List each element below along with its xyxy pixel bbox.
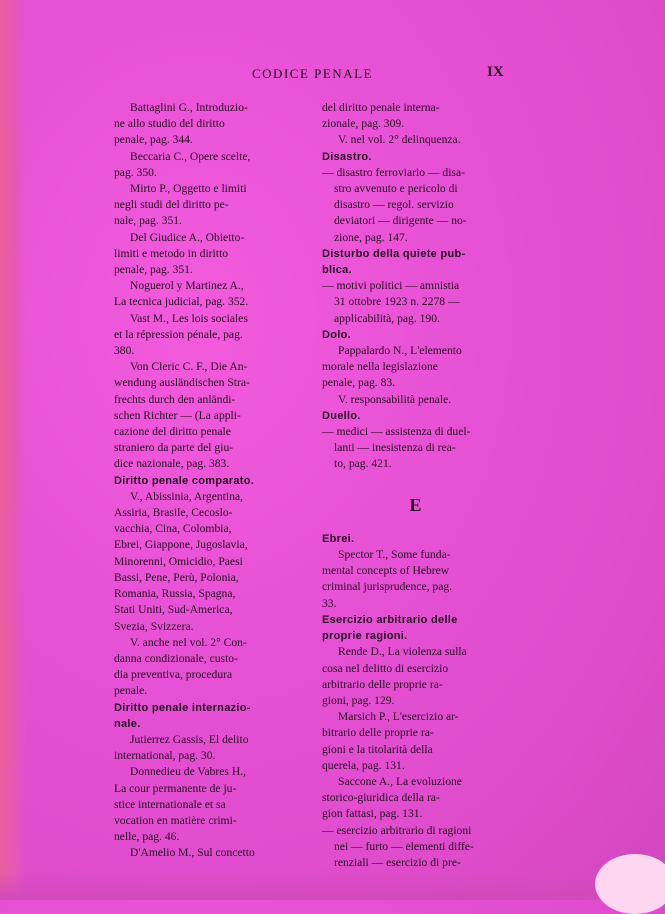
entry-line: Von Cleric C. F., Die An- — [130, 360, 248, 374]
index-entry — [322, 424, 510, 473]
entry-line: stice internationale et sa — [114, 797, 226, 811]
entry-line: Noguerol y Martinez A., — [130, 279, 244, 293]
entry-line: renziali — esercizio di pre- — [334, 855, 461, 869]
index-heading — [322, 408, 510, 424]
entry-line: Diritto penale comparato. — [114, 474, 255, 487]
entry-line: arbitrario delle proprie ra- — [322, 677, 443, 691]
index-entry — [114, 181, 302, 230]
entry-line: frechts durch den anländi- — [114, 392, 236, 406]
page-corner-stain — [595, 854, 665, 914]
entry-line: Svezia, Svizzera. — [114, 619, 194, 633]
index-entry — [114, 230, 302, 279]
entry-line: criminal jurisprudence, pag. — [322, 580, 453, 594]
entry-line: del diritto penale interna- — [322, 101, 440, 114]
entry-line: mental concepts of Hebrew — [322, 564, 450, 578]
index-entry — [114, 100, 302, 149]
entry-line: Diritto penale internazio- — [114, 701, 251, 714]
entry-line: Esercizio arbitrario delle — [322, 613, 458, 626]
entry-line: nale. — [114, 717, 141, 730]
entry-line: deviatori — dirigente — no- — [334, 214, 467, 228]
index-entry — [322, 823, 510, 872]
entry-line: ne allo studio del diritto — [114, 117, 225, 131]
index-entry — [322, 100, 510, 132]
entry-line: 380. — [114, 344, 135, 358]
entry-line: storico-giuridica della ra- — [322, 791, 440, 805]
entry-line: morale nella legislazione — [322, 360, 438, 374]
entry-line: blica. — [322, 264, 352, 277]
page-number: IX — [487, 64, 504, 80]
entry-line: stro avvenuto e pericolo di — [334, 182, 458, 196]
entry-line: querela, pag. 131. — [322, 758, 405, 772]
index-entry — [322, 132, 510, 148]
index-entry — [114, 635, 302, 700]
entry-line: nelle, pag. 46. — [114, 830, 180, 844]
index-heading — [322, 612, 510, 644]
entry-line: Romania, Russia, Spagna, — [114, 587, 236, 601]
entry-line: La cour permanente de ju- — [114, 781, 237, 795]
entry-line: et la répression pénale, pag. — [114, 327, 243, 341]
running-header: CODICE PENALE — [252, 66, 373, 81]
index-entry — [322, 278, 510, 327]
entry-line: — disastro ferroviario — disa- — [322, 165, 465, 179]
index-entry — [114, 311, 302, 360]
entry-line: bitrario delle proprie ra- — [322, 726, 434, 740]
entry-line: gion fattasi, pag. 131. — [322, 807, 423, 821]
entry-line: Saccone A., La evoluzione — [338, 774, 462, 788]
index-entry — [322, 774, 510, 823]
entry-line: lanti — inesistenza di rea- — [334, 441, 456, 455]
right-column-e-entries — [322, 531, 510, 871]
entry-line: vacchia, Cina, Colombia, — [114, 522, 232, 536]
index-heading — [322, 327, 510, 343]
entry-line: Disastro. — [322, 150, 372, 163]
paper-left-edge — [0, 0, 26, 900]
index-entry — [322, 644, 510, 709]
entry-line: Ebrei. — [322, 532, 355, 545]
entry-line: Marsich P., L'esercizio ar- — [338, 710, 459, 724]
entry-line: V. responsabilità penale. — [338, 392, 452, 406]
index-entry — [322, 343, 510, 392]
entry-line: applicabilità, pag. 190. — [334, 311, 440, 325]
entry-line: 31 ottobre 1923 n. 2278 — — [334, 295, 460, 309]
entry-line: Jutierrez Gassis, El delito — [130, 732, 249, 746]
entry-line: Dolo. — [322, 328, 351, 341]
entry-line: — motivi politici — amnistia — [322, 279, 460, 293]
index-entry — [114, 359, 302, 472]
index-heading — [322, 531, 510, 547]
entry-line: Donnedieu de Vabres H., — [130, 765, 247, 779]
entry-line: nei — furto — elementi diffe- — [334, 839, 474, 853]
entry-line: Ebrei, Giappone, Jugoslavia, — [114, 538, 248, 552]
entry-line: Pappalardo N., L'elemento — [338, 344, 462, 358]
index-entry — [114, 845, 302, 861]
entry-line: Duello. — [322, 409, 361, 422]
entry-line: Assiria, Brasile, Cecoslo- — [114, 506, 233, 520]
entry-line: Beccaria C., Opere scelte, — [130, 149, 251, 163]
index-entry — [322, 165, 510, 246]
entry-line: wendung ausländischen Stra- — [114, 376, 250, 390]
entry-line: zione, pag. 147. — [334, 230, 408, 244]
paper-bottom-edge — [0, 870, 665, 900]
entry-line: vocation en matière crimi- — [114, 813, 237, 827]
entry-line: cazione del diritto penale — [114, 425, 231, 439]
entry-line: penale, pag. 351. — [114, 263, 193, 277]
index-entry — [114, 149, 302, 181]
entry-line: La tecnica judicial, pag. 352. — [114, 295, 249, 309]
entry-line: Disturbo della quiete pub- — [322, 247, 466, 260]
entry-line: cosa nel delitto di esercizio — [322, 661, 449, 675]
entry-line: schen Richter — (La appli- — [114, 408, 241, 422]
entry-line: Mirto P., Oggetto e limiti — [130, 182, 247, 196]
index-heading — [114, 473, 302, 489]
entry-line: straniero da parte del giu- — [114, 441, 234, 455]
section-letter: E — [409, 494, 423, 515]
entry-line: proprie ragioni. — [322, 630, 408, 643]
entry-line: zionale, pag. 309. — [322, 117, 405, 131]
index-entry — [322, 547, 510, 612]
entry-line: Stati Uniti, Sud-America, — [114, 603, 233, 617]
index-entry — [322, 709, 510, 774]
entry-line: V., Abissinia, Argentina, — [130, 489, 243, 503]
entry-line: dia preventiva, procedura — [114, 668, 233, 682]
index-entry — [114, 489, 302, 635]
entry-line: — medici — assistenza di duel- — [322, 425, 471, 439]
right-column — [322, 100, 510, 871]
entry-line: Vast M., Les lois sociales — [130, 311, 248, 325]
entry-line: disastro — regol. servizio — [334, 198, 454, 212]
entry-line: 33. — [322, 596, 337, 610]
index-entry — [114, 764, 302, 845]
entry-line: to, pag. 421. — [334, 457, 392, 471]
entry-line: limiti e metodo in diritto — [114, 246, 228, 260]
index-entry — [114, 278, 302, 310]
entry-line: penale, pag. 344. — [114, 133, 193, 147]
index-entry — [322, 392, 510, 408]
entry-line: danna condizionale, custo- — [114, 651, 238, 665]
entry-line: Bassi, Pene, Perù, Polonia, — [114, 570, 239, 584]
entry-line: pag. 350. — [114, 165, 157, 179]
entry-line: international, pag. 30. — [114, 749, 216, 763]
left-column — [114, 100, 302, 862]
entry-line: gioni e la titolarità della — [322, 742, 433, 756]
entry-line: penale, pag. 83. — [322, 376, 396, 390]
entry-line: gioni, pag. 129. — [322, 693, 395, 707]
entry-line: nale, pag. 351. — [114, 214, 182, 228]
entry-line: negli studi del diritto pe- — [114, 198, 229, 212]
index-entry — [114, 732, 302, 764]
entry-line: V. anche nel vol. 2° Con- — [130, 635, 247, 649]
entry-line: penale. — [114, 684, 148, 698]
index-heading — [322, 246, 510, 278]
entry-line: Minorenni, Omicidio, Paesi — [114, 554, 243, 568]
right-column-d-entries — [322, 100, 510, 473]
index-heading — [322, 149, 510, 165]
entry-line: D'Amelio M., Sul concetto — [130, 846, 255, 860]
index-heading — [114, 700, 302, 732]
entry-line: Rende D., La violenza sulla — [338, 645, 467, 659]
entry-line: V. nel vol. 2° delinquenza. — [338, 133, 461, 147]
entry-line: — esercizio arbitrario di ragioni — [322, 823, 472, 837]
entry-line: Battaglini G., Introduzio- — [130, 101, 248, 114]
entry-line: dice nazionale, pag. 383. — [114, 457, 230, 471]
entry-line: Spector T., Some funda- — [338, 548, 451, 562]
entry-line: Del Giudice A., Obietto- — [130, 230, 245, 244]
